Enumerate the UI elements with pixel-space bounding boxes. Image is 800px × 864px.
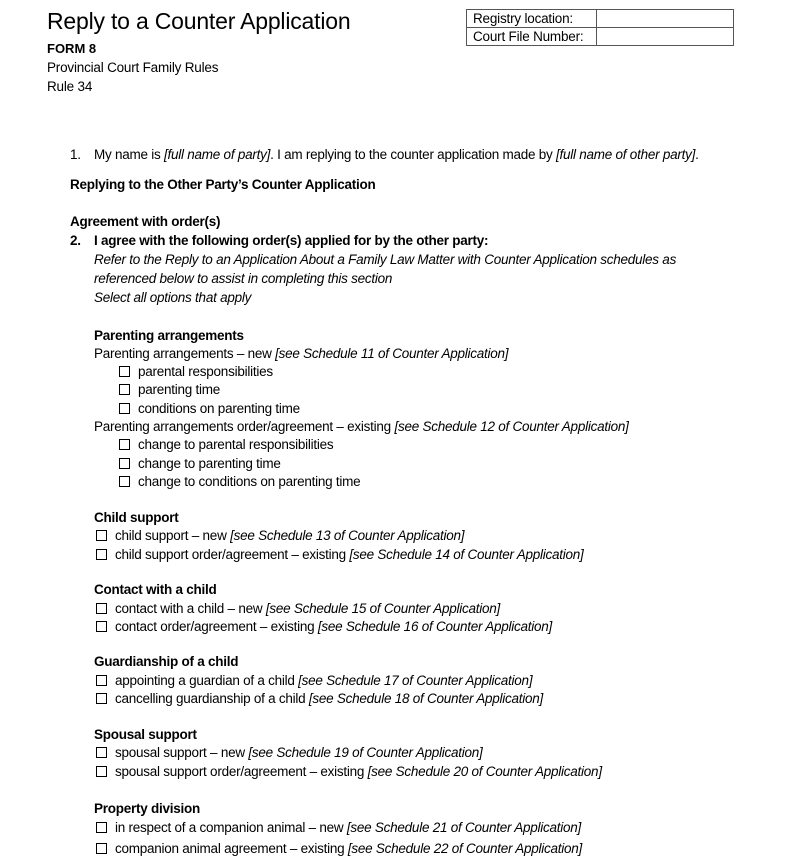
checkbox[interactable] [119, 458, 130, 469]
registry-location-field[interactable] [597, 10, 734, 28]
section-heading: Replying to the Other Party’s Counter Application [70, 177, 376, 192]
registry-location-label: Registry location: [467, 10, 597, 28]
checkbox[interactable] [119, 384, 130, 395]
checkbox-row[interactable]: spousal support order/agreement – existing [see Schedule 20 of Counter Application] [96, 764, 602, 779]
checkbox-row[interactable]: child support order/agreement – existing [see Schedule 14 of Counter Application] [96, 547, 584, 562]
instruction-line-2: referenced below to assist in completing this section [94, 271, 393, 286]
checkbox[interactable] [96, 603, 107, 614]
parenting-heading: Parenting arrangements [94, 328, 244, 343]
court-file-number-label: Court File Number: [467, 28, 597, 46]
checkbox[interactable] [119, 439, 130, 450]
party-name-placeholder[interactable]: [full name of party] [164, 147, 271, 162]
parenting-existing-label: Parenting arrangements order/agreement – existing [see Schedule 12 of Counter Application] [94, 419, 629, 434]
agreement-statement: 2. I agree with the following order(s) applied for by the other party: [70, 233, 489, 248]
court-file-number-field[interactable] [597, 28, 734, 46]
checkbox-row[interactable]: parenting time [119, 382, 220, 397]
checkbox[interactable] [96, 530, 107, 541]
checkbox[interactable] [96, 843, 107, 854]
other-party-name-placeholder[interactable]: [full name of other party] [556, 147, 696, 162]
paragraph-number: 1. [70, 147, 81, 162]
checkbox[interactable] [96, 766, 107, 777]
checkbox-row[interactable]: spousal support – new [see Schedule 19 of Counter Application] [96, 745, 483, 760]
checkbox[interactable] [96, 822, 107, 833]
form-title: Reply to a Counter Application [47, 8, 351, 34]
checkbox-row[interactable]: child support – new [see Schedule 13 of Counter Application] [96, 528, 464, 543]
agreement-heading: Agreement with order(s) [70, 214, 221, 229]
instruction-line-1: Refer to the Reply to an Application About a Family Law Matter with Counter Application schedules as [94, 252, 677, 267]
rule-number: Rule 34 [47, 79, 93, 94]
checkbox-row[interactable]: in respect of a companion animal – new [see Schedule 21 of Counter Application] [96, 820, 581, 835]
checkbox[interactable] [119, 476, 130, 487]
parenting-new-label: Parenting arrangements – new [see Schedule 11 of Counter Application] [94, 346, 509, 361]
checkbox-row[interactable]: change to conditions on parenting time [119, 474, 360, 489]
registry-table [466, 9, 734, 46]
checkbox-row[interactable]: contact with a child – new [see Schedule 15 of Counter Application] [96, 601, 500, 616]
form-number: FORM 8 [47, 41, 97, 56]
spousal-support-heading: Spousal support [94, 727, 197, 742]
checkbox[interactable] [119, 366, 130, 377]
child-support-heading: Child support [94, 510, 179, 525]
checkbox-row[interactable]: appointing a guardian of a child [see Schedule 17 of Counter Application] [96, 673, 532, 688]
guardianship-heading: Guardianship of a child [94, 654, 239, 669]
checkbox-row[interactable]: change to parental responsibilities [119, 437, 333, 452]
checkbox[interactable] [96, 621, 107, 632]
checkbox[interactable] [119, 403, 130, 414]
checkbox-row[interactable]: companion animal agreement – existing [see Schedule 22 of Counter Application] [96, 841, 582, 856]
checkbox-row[interactable]: conditions on parenting time [119, 401, 300, 416]
property-division-heading: Property division [94, 801, 201, 816]
checkbox-row[interactable]: parental responsibilities [119, 364, 273, 379]
checkbox[interactable] [96, 675, 107, 686]
paragraph-1: 1. My name is [full name of party]. I am replying to the counter application made by [full name of other party]. [70, 147, 699, 162]
checkbox-row[interactable]: change to parenting time [119, 456, 281, 471]
checkbox-row[interactable]: contact order/agreement – existing [see Schedule 16 of Counter Application] [96, 619, 552, 634]
checkbox[interactable] [96, 549, 107, 560]
rules-name: Provincial Court Family Rules [47, 60, 219, 75]
checkbox[interactable] [96, 747, 107, 758]
instruction-line-3: Select all options that apply [94, 290, 252, 305]
contact-heading: Contact with a child [94, 582, 217, 597]
checkbox[interactable] [96, 693, 107, 704]
checkbox-row[interactable]: cancelling guardianship of a child [see Schedule 18 of Counter Application] [96, 691, 543, 706]
